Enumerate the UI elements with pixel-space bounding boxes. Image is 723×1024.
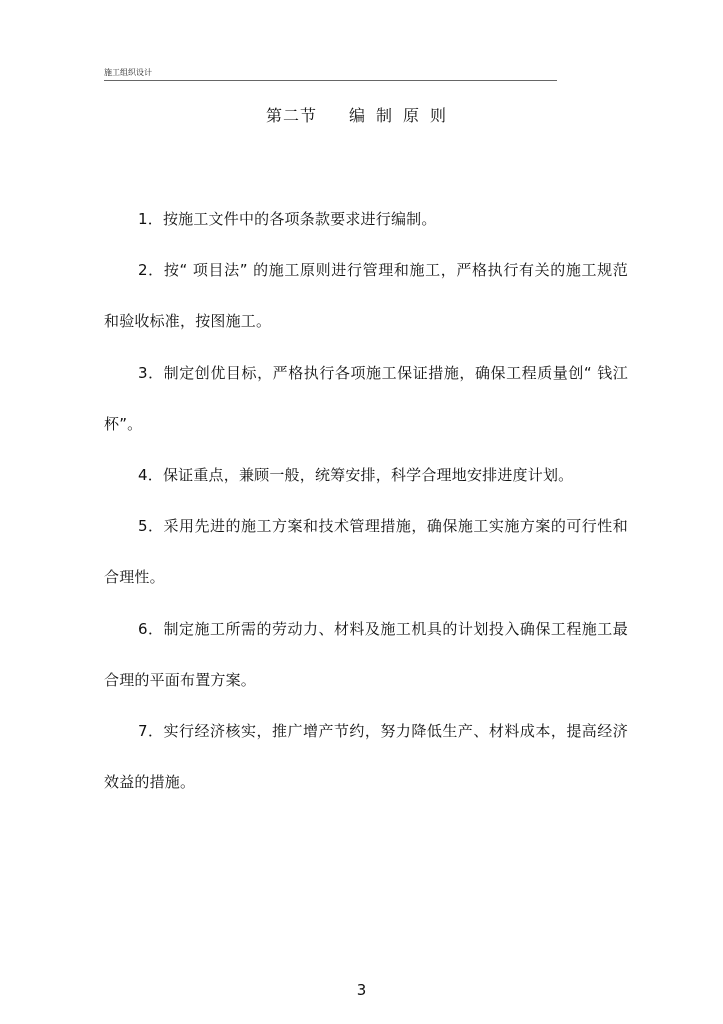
running-header: 施工组织设计 <box>104 67 557 81</box>
section-title <box>0 104 723 128</box>
principle-item-4: 4．保证重点，兼顾一般，统筹安排，科学合理地安排进度计划。 <box>138 466 574 485</box>
principle-item-3: 3．制定创优目标，严格执行各项施工保证措施，确保工程质量创“ 钱江杯”。 <box>104 363 628 433</box>
principle-item-6: 6．制定施工所需的劳动力、材料及施工机具的计划投入确保工程施工最合理的平面布置方案。 <box>104 619 628 689</box>
principle-item-5: 5．采用先进的施工方案和技术管理措施，确保施工实施方案的可行性和合理性。 <box>104 517 628 587</box>
page-number: 3 <box>356 981 367 999</box>
principle-item-2: 2．按“ 项目法” 的施工原则进行管理和施工，严格执行有关的施工规范和验收标准，按图施工。 <box>104 261 628 331</box>
section-name: 编制原则 <box>349 106 458 125</box>
body-text <box>104 194 628 808</box>
section-number: 第二节 <box>265 106 317 125</box>
principle-item-7: 7．实行经济核实，推广增产节约，努力降低生产、材料成本，提高经济效益的措施。 <box>104 722 628 792</box>
principle-item-1: 1．按施工文件中的各项条款要求进行编制。 <box>138 210 437 228</box>
